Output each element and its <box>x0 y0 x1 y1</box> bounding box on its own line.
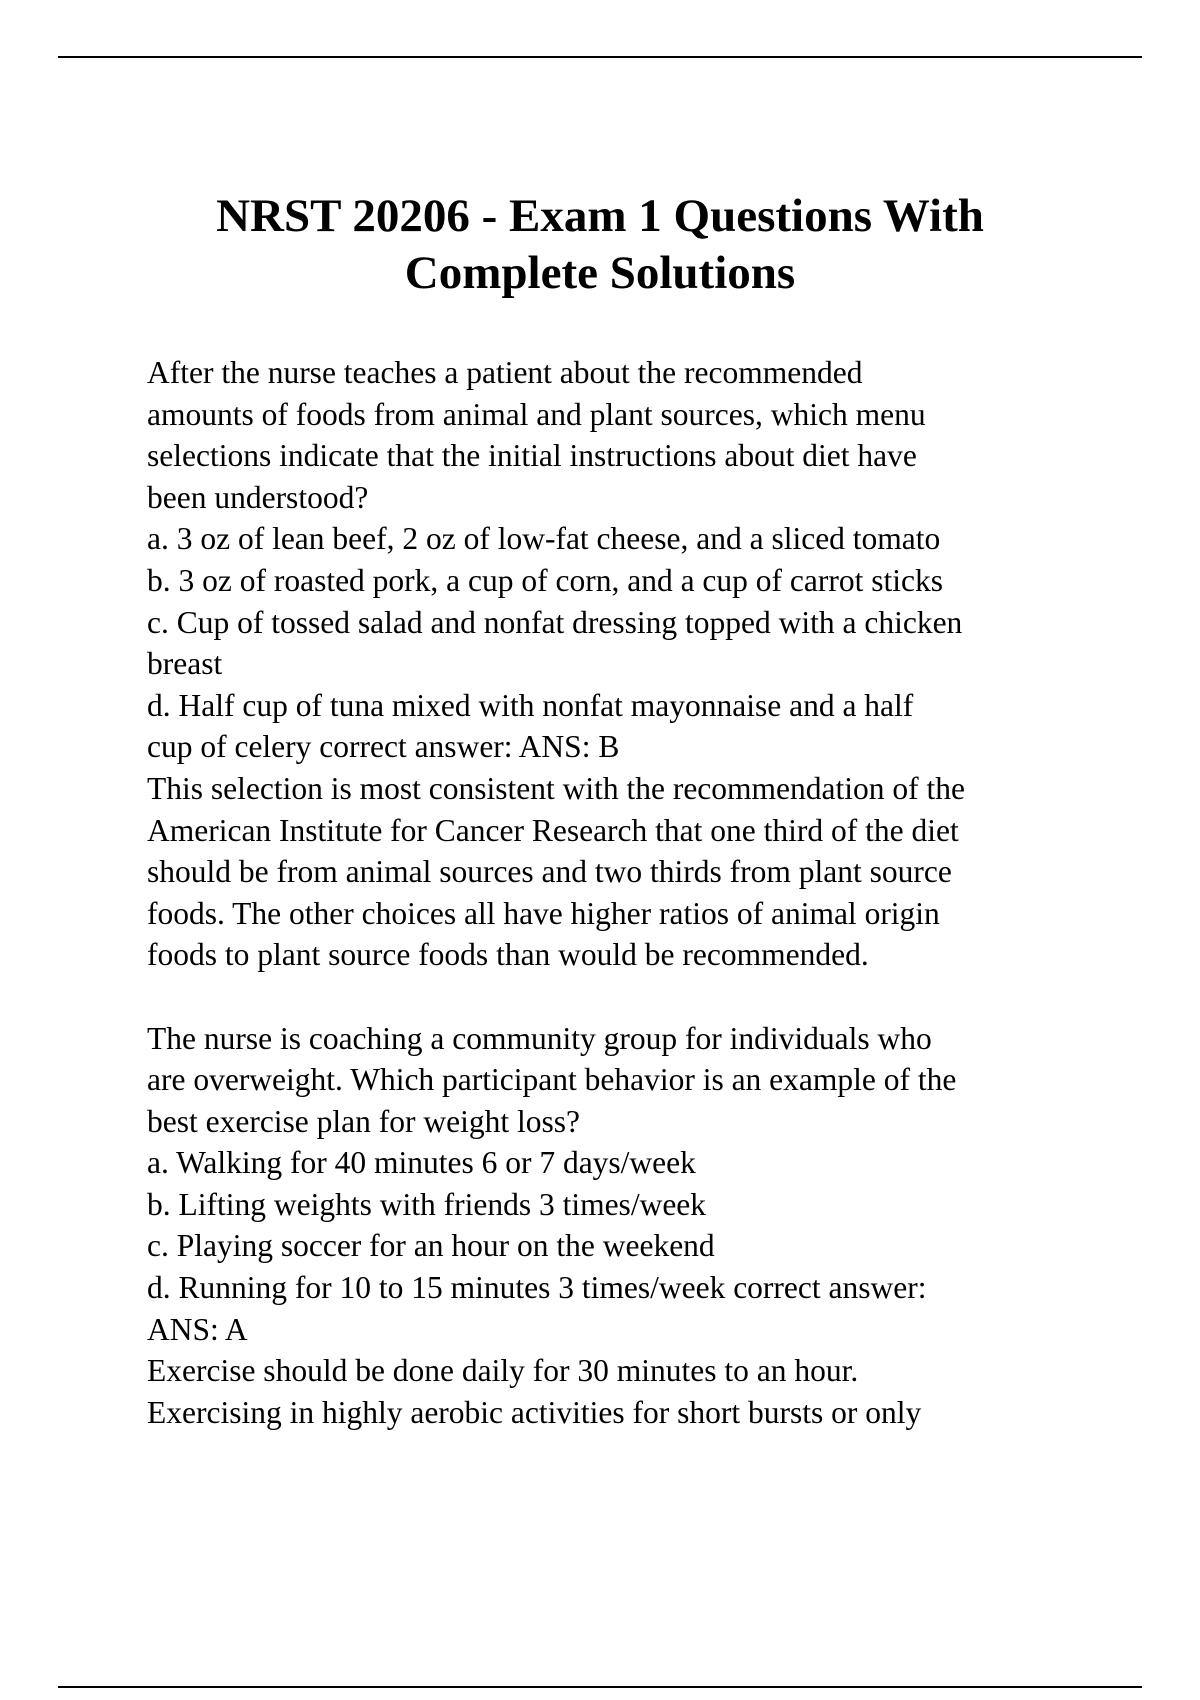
rationale-line: foods to plant source foods than would be recommended. <box>147 937 869 973</box>
answer-option-c-cont: breast <box>147 646 223 682</box>
paragraph-gap <box>147 976 1107 1018</box>
bottom-rule <box>58 1686 1142 1688</box>
answer-option-c: c. Cup of tossed salad and nonfat dressing topped with a chicken <box>147 604 963 640</box>
rationale-line: Exercising in highly aerobic activities for short bursts or only <box>147 1394 922 1430</box>
answer-option-d: d. Running for 10 to 15 minutes 3 times/week correct answer: <box>147 1270 927 1306</box>
rationale-line: foods. The other choices all have higher ratios of animal origin <box>147 895 940 931</box>
question-text-line: selections indicate that the initial instructions about diet have <box>147 438 917 474</box>
document-title <box>100 188 1100 302</box>
document-body <box>147 352 1107 1433</box>
title-line: Complete Solutions <box>404 247 796 299</box>
question-text-line: The nurse is coaching a community group for individuals who <box>147 1020 932 1056</box>
answer-option-d: d. Half cup of tuna mixed with nonfat mayonnaise and a half <box>147 687 914 723</box>
question-text-line: are overweight. Which participant behavior is an example of the <box>147 1062 957 1098</box>
question-text-line: best exercise plan for weight loss? <box>147 1103 580 1139</box>
answer-key: ANS: A <box>147 1311 248 1347</box>
answer-option-a: a. 3 oz of lean beef, 2 oz of low-fat cheese, and a sliced tomato <box>147 521 941 557</box>
question-text-line: amounts of foods from animal and plant sources, which menu <box>147 396 926 432</box>
top-rule <box>58 56 1142 58</box>
answer-option-b: b. Lifting weights with friends 3 times/week <box>147 1186 707 1222</box>
question-block-1 <box>147 352 1107 976</box>
rationale-line: should be from animal sources and two thirds from plant source <box>147 854 952 890</box>
question-text-line: After the nurse teaches a patient about the recommended <box>147 355 863 390</box>
rationale-line: Exercise should be done daily for 30 minutes to an hour. <box>147 1353 859 1389</box>
answer-option-a: a. Walking for 40 minutes 6 or 7 days/week <box>147 1145 696 1181</box>
rationale-line: This selection is most consistent with the recommendation of the <box>147 770 965 806</box>
question-text-line: been understood? <box>147 479 369 515</box>
answer-key: cup of celery correct answer: ANS: B <box>147 729 620 765</box>
question-block-2 <box>147 1018 1107 1434</box>
title-line: NRST 20206 - Exam 1 Questions With <box>216 190 984 242</box>
answer-option-b: b. 3 oz of roasted pork, a cup of corn, and a cup of carrot sticks <box>147 562 943 598</box>
answer-option-c: c. Playing soccer for an hour on the weekend <box>147 1228 715 1264</box>
rationale-line: American Institute for Cancer Research that one third of the diet <box>147 812 959 848</box>
